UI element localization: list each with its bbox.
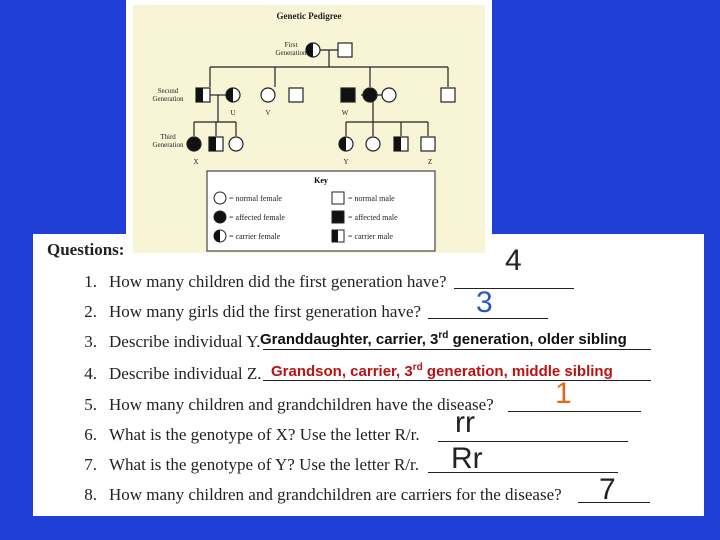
answer-5: 1 (555, 377, 572, 410)
gen2-label-2: Generation (152, 95, 184, 103)
question-8: 8. How many children and grandchildren are carriers for the disease? (84, 485, 562, 504)
gen3-label-1: Third (160, 133, 176, 141)
normal-female-symbol (261, 88, 275, 102)
normal-male-symbol (338, 43, 352, 57)
answer-1: 4 (505, 244, 522, 277)
key-normal-female: = normal female (229, 194, 282, 203)
answer-7: Rr (451, 442, 483, 475)
answer-line-5 (508, 411, 641, 412)
normal-female-symbol (366, 137, 380, 151)
answer-2: 3 (476, 286, 493, 319)
answer-3: Granddaughter, carrier, 3rd generation, older sibling (260, 330, 627, 348)
question-4: 4. Describe individual Z. (84, 364, 262, 383)
pedigree-symbols (187, 43, 455, 151)
question-5: 5. How many children and grandchildren have the disease? (84, 395, 494, 414)
label-w: W (341, 109, 349, 117)
key-carrier-male: = carrier male (348, 232, 393, 241)
pedigree-key (207, 171, 435, 251)
answer-line-1 (454, 288, 574, 289)
normal-male-symbol (441, 88, 455, 102)
carrier-female-fill (306, 43, 313, 57)
gen1-label-2: Generation (275, 49, 307, 57)
label-z: Z (427, 158, 433, 166)
key-affected-male: = affected male (348, 213, 398, 222)
answer-6: rr (455, 406, 475, 439)
normal-male-symbol (289, 88, 303, 102)
question-7: 7. What is the genotype of Y? Use the letter R/r. (84, 455, 420, 474)
key-title: Key (314, 176, 328, 185)
question-3: 3. Describe individual Y. (84, 332, 261, 351)
question-2: 2. How many girls did the first generation have? (84, 302, 422, 321)
worksheet (33, 234, 704, 516)
key-affected-female: = affected female (229, 213, 285, 222)
affected-female-symbol (363, 88, 377, 102)
answer-4: Grandson, carrier, 3rd generation, middle sibling (271, 362, 613, 380)
answer-line-3 (263, 349, 651, 350)
key-normal-male: = normal male (348, 194, 395, 203)
label-x: X (193, 158, 199, 166)
answer-line-4 (263, 380, 651, 381)
questions-heading: Questions: (47, 240, 125, 259)
label-u: U (230, 109, 236, 117)
normal-female-symbol (382, 88, 396, 102)
gen2-label-1: Second (157, 87, 179, 95)
question-6: 6. What is the genotype of X? Use the letter R/r. (84, 425, 420, 444)
pedigree-title: Genetic Pedigree (276, 11, 342, 21)
gen1-label-1: First (284, 41, 298, 49)
normal-female-symbol (229, 137, 243, 151)
answer-8: 7 (599, 473, 616, 506)
key-carrier-female: = carrier female (229, 232, 281, 241)
normal-male-symbol (421, 137, 435, 151)
question-1: 1. How many children did the first generation have? (84, 272, 447, 291)
affected-female-symbol (187, 137, 201, 151)
genetic-pedigree-panel (126, 0, 492, 258)
gen3-label-2: Generation (152, 141, 184, 149)
carrier-male-fill (196, 88, 203, 102)
label-y: Y (343, 158, 349, 166)
pedigree-chart (133, 5, 485, 253)
label-v: V (265, 109, 271, 117)
affected-male-symbol (341, 88, 355, 102)
